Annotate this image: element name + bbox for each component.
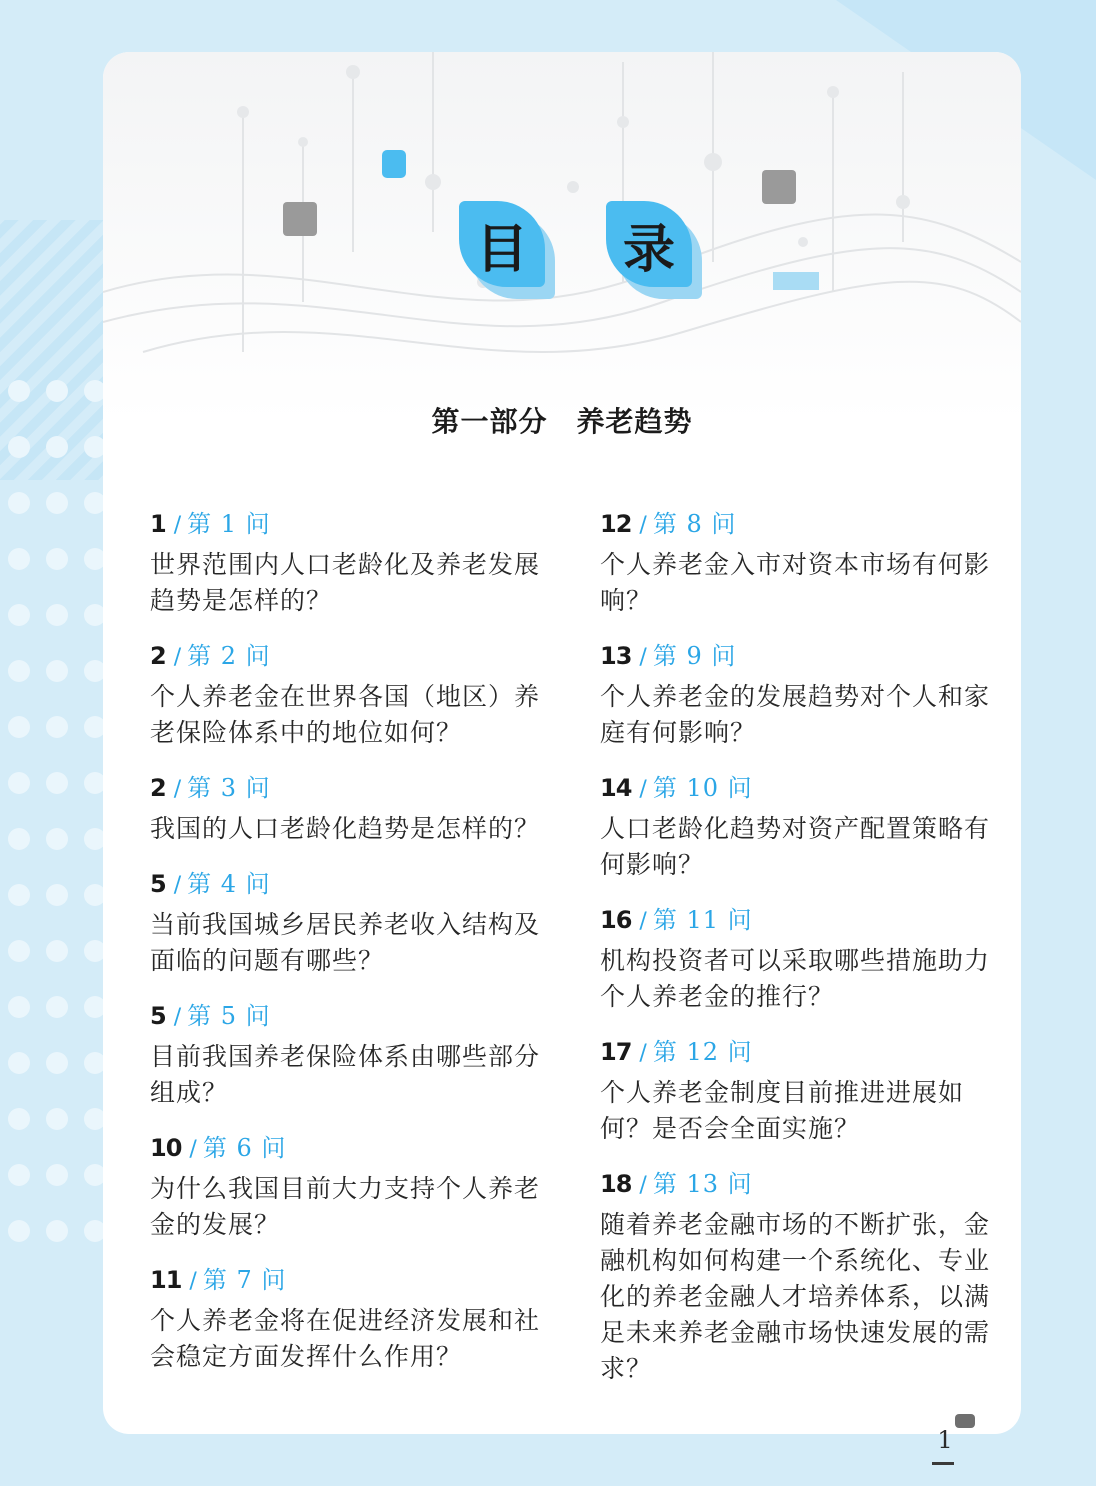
question-label: 第 3 问 bbox=[187, 774, 271, 802]
separator-slash: / bbox=[639, 645, 647, 670]
toc-title bbox=[103, 197, 1021, 307]
question-label: 第 6 问 bbox=[202, 1134, 287, 1162]
background-dot bbox=[8, 940, 30, 962]
question-text: 个人养老金在世界各国（地区）养老保险体系中的地位如何？ bbox=[150, 682, 541, 747]
separator-slash: / bbox=[173, 873, 182, 898]
question-label: 第 2 问 bbox=[187, 642, 271, 670]
separator-slash: / bbox=[639, 513, 647, 538]
page-number: 17 bbox=[600, 1038, 632, 1066]
question-label: 第 9 问 bbox=[652, 642, 737, 670]
separator-slash: / bbox=[639, 1173, 647, 1198]
question-text: 世界范围内人口老龄化及养老发展趋势是怎样的？ bbox=[150, 550, 541, 615]
page-number: 18 bbox=[600, 1170, 632, 1198]
decor-square bbox=[283, 202, 317, 236]
decor-square bbox=[762, 170, 796, 204]
background-dot bbox=[8, 1052, 30, 1074]
title-char-box bbox=[606, 201, 692, 287]
decor-bar bbox=[773, 272, 819, 290]
toc-entry[interactable] bbox=[600, 771, 990, 883]
page-number: 14 bbox=[600, 774, 632, 802]
toc-entry[interactable] bbox=[150, 867, 540, 979]
toc-entry[interactable] bbox=[150, 1263, 540, 1375]
toc-entry[interactable] bbox=[150, 771, 540, 847]
separator-slash: / bbox=[173, 777, 182, 802]
question-label: 第 5 问 bbox=[187, 1002, 271, 1030]
background-dot bbox=[46, 940, 68, 962]
question-text: 个人养老金制度目前推进进展如何？是否会全面实施？ bbox=[600, 1078, 965, 1143]
background-dot-grid bbox=[0, 380, 110, 1280]
separator-slash: / bbox=[189, 1137, 197, 1162]
toc-entry[interactable] bbox=[150, 1131, 540, 1243]
toc-entry[interactable] bbox=[600, 903, 990, 1015]
background-dot bbox=[8, 1220, 30, 1242]
toc-page bbox=[103, 52, 1021, 1434]
question-text: 个人养老金将在促进经济发展和社会稳定方面发挥什么作用？ bbox=[150, 1306, 541, 1371]
page-number: 10 bbox=[150, 1134, 182, 1162]
background-dot bbox=[8, 660, 30, 682]
page-number: 16 bbox=[600, 906, 632, 934]
background-dot bbox=[46, 1108, 68, 1130]
question-label: 第 8 问 bbox=[652, 510, 737, 538]
background-dot bbox=[8, 492, 30, 514]
background-dot bbox=[8, 548, 30, 570]
separator-slash: / bbox=[173, 645, 182, 670]
background-dot bbox=[46, 1052, 68, 1074]
background-dot bbox=[8, 380, 30, 402]
question-text: 目前我国养老保险体系由哪些部分组成？ bbox=[150, 1042, 541, 1107]
question-label: 第 13 问 bbox=[652, 1170, 753, 1198]
background-dot bbox=[8, 1108, 30, 1130]
background-dot bbox=[46, 716, 68, 738]
question-label: 第 12 问 bbox=[652, 1038, 753, 1066]
background-dot bbox=[46, 380, 68, 402]
toc-entry[interactable] bbox=[150, 507, 540, 619]
background-dot bbox=[46, 492, 68, 514]
toc-entry[interactable] bbox=[600, 1167, 990, 1387]
toc-column-left bbox=[150, 507, 540, 1395]
toc-column-right bbox=[600, 507, 990, 1407]
separator-slash: / bbox=[173, 1005, 182, 1030]
page-number: 2 bbox=[150, 642, 166, 670]
question-label: 第 1 问 bbox=[187, 510, 271, 538]
separator-slash: / bbox=[639, 909, 647, 934]
separator-slash: / bbox=[639, 777, 647, 802]
question-text: 个人养老金入市对资本市场有何影响？ bbox=[600, 550, 991, 615]
background-dot bbox=[46, 1164, 68, 1186]
question-text: 随着养老金融市场的不断扩张，金融机构如何构建一个系统化、专业化的养老金融人才培养体系，以满足未来养老金融市场快速发展的需求？ bbox=[600, 1210, 991, 1383]
background-dot bbox=[8, 604, 30, 626]
background-dot bbox=[8, 884, 30, 906]
page-number: 2 bbox=[150, 774, 166, 802]
background-dot bbox=[46, 1220, 68, 1242]
separator-slash: / bbox=[173, 513, 182, 538]
toc-entry[interactable] bbox=[150, 999, 540, 1111]
background-dot bbox=[8, 436, 30, 458]
background-dot bbox=[46, 772, 68, 794]
question-text: 我国的人口老龄化趋势是怎样的？ bbox=[150, 814, 541, 843]
part-title: 第一部分 养老趋势 bbox=[431, 405, 693, 438]
page-number: 5 bbox=[150, 870, 166, 898]
background-dot bbox=[46, 548, 68, 570]
toc-entry[interactable] bbox=[150, 639, 540, 751]
title-char: 目 bbox=[475, 218, 528, 280]
separator-slash: / bbox=[639, 1041, 647, 1066]
page-number: 11 bbox=[150, 1266, 182, 1294]
question-label: 第 7 问 bbox=[202, 1266, 287, 1294]
background-dot bbox=[46, 604, 68, 626]
toc-entry[interactable] bbox=[600, 507, 990, 619]
question-text: 个人养老金的发展趋势对个人和家庭有何影响？ bbox=[600, 682, 991, 747]
toc-entry[interactable] bbox=[600, 639, 990, 751]
background-dot bbox=[8, 828, 30, 850]
background-dot bbox=[8, 996, 30, 1018]
question-text: 为什么我国目前大力支持个人养老金的发展？ bbox=[150, 1174, 541, 1239]
question-text: 人口老龄化趋势对资产配置策略有何影响？ bbox=[600, 814, 991, 879]
separator-slash: / bbox=[189, 1269, 197, 1294]
question-text: 机构投资者可以采取哪些措施助力个人养老金的推行？ bbox=[600, 946, 991, 1011]
page-number: 12 bbox=[600, 510, 632, 538]
decor-square bbox=[382, 150, 406, 178]
page-number: 1 bbox=[150, 510, 166, 538]
background-dot bbox=[46, 660, 68, 682]
background-dot bbox=[46, 884, 68, 906]
question-label: 第 4 问 bbox=[187, 870, 271, 898]
title-char: 录 bbox=[622, 218, 675, 280]
question-label: 第 10 问 bbox=[652, 774, 753, 802]
background-dot bbox=[46, 436, 68, 458]
background-dot bbox=[46, 828, 68, 850]
page-number-footer: 1 bbox=[937, 1426, 953, 1454]
toc-entry[interactable] bbox=[600, 1035, 990, 1147]
background-dot bbox=[8, 1164, 30, 1186]
question-text: 当前我国城乡居民养老收入结构及面临的问题有哪些？ bbox=[150, 910, 541, 975]
page-number: 5 bbox=[150, 1002, 166, 1030]
question-label: 第 11 问 bbox=[652, 906, 753, 934]
background-dot bbox=[46, 996, 68, 1018]
title-char-box bbox=[459, 201, 545, 287]
background-dot bbox=[8, 772, 30, 794]
page-number-underline bbox=[932, 1462, 954, 1465]
background-dot bbox=[8, 716, 30, 738]
page-number: 13 bbox=[600, 642, 632, 670]
